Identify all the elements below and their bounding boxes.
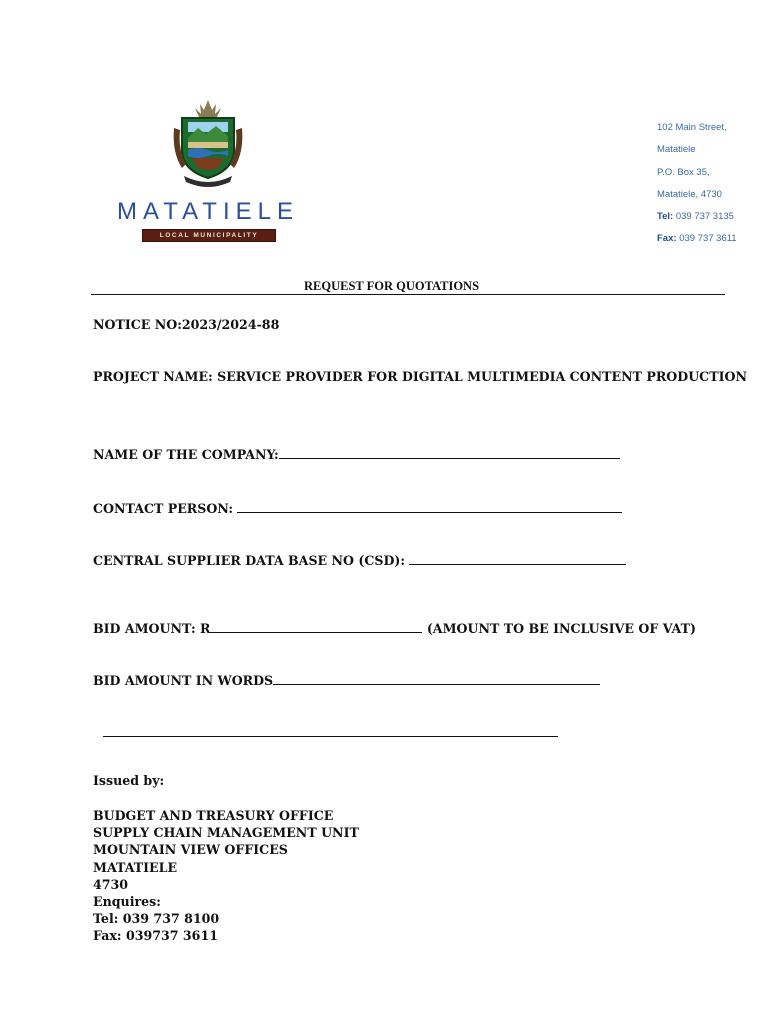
office-line: Enquires: — [93, 894, 161, 910]
bid-words-label: BID AMOUNT IN WORDS — [93, 673, 274, 688]
office-line: BUDGET AND TREASURY OFFICE — [93, 808, 334, 823]
bid-words-blank-2[interactable] — [103, 724, 558, 737]
fax-number: 039 737 3611 — [679, 233, 737, 245]
municipality-logo — [108, 98, 308, 248]
brand-name: MATATIELE — [116, 198, 299, 225]
fax-label: Fax: — [657, 233, 677, 245]
contact-person-blank[interactable] — [237, 500, 622, 513]
bid-amount-note: (AMOUNT TO BE INCLUSIVE OF VAT) — [426, 621, 696, 636]
brand-subtitle: LOCAL MUNICIPALITY — [142, 229, 276, 242]
office-line: MOUNTAIN VIEW OFFICES — [93, 842, 288, 858]
address-fax — [657, 233, 767, 255]
address-block — [657, 122, 767, 256]
bid-amount-label: BID AMOUNT: R — [93, 621, 211, 636]
office-line: MATATIELE — [93, 859, 178, 875]
address-po-box: P.O. Box 35, — [657, 166, 710, 178]
bid-amount-blank[interactable] — [210, 620, 422, 633]
company-name-label: NAME OF THE COMPANY: — [93, 447, 279, 462]
csd-label: CENTRAL SUPPLIER DATA BASE NO (CSD): — [93, 553, 406, 568]
bid-words-field[interactable] — [93, 672, 600, 688]
csd-field[interactable] — [93, 552, 626, 568]
tel-number: 039 737 3135 — [675, 211, 734, 223]
bid-words-continuation[interactable] — [103, 724, 558, 740]
bid-words-blank[interactable] — [273, 672, 600, 685]
address-town-code: Matatiele, 4730 — [657, 188, 722, 200]
document-title: REQUEST FOR QUOTATIONS — [304, 279, 480, 293]
office-line: SUPPLY CHAIN MANAGEMENT UNIT — [93, 825, 359, 841]
address-street: 102 Main Street, — [657, 122, 727, 133]
project-name: PROJECT NAME: SERVICE PROVIDER FOR DIGITAL MULTIMEDIA CONTENT PRODUCTION — [93, 369, 747, 384]
issued-by-label: Issued by: — [93, 773, 165, 788]
coat-of-arms-icon — [170, 98, 246, 188]
company-name-blank[interactable] — [279, 446, 620, 459]
bid-amount-field[interactable] — [93, 620, 696, 636]
company-name-field[interactable] — [93, 446, 620, 462]
tel-label: Tel: — [657, 211, 674, 223]
csd-blank[interactable] — [409, 552, 626, 565]
office-line: Fax: 039737 3611 — [93, 928, 218, 944]
issuing-office — [93, 807, 359, 945]
contact-person-label: CONTACT PERSON: — [93, 501, 234, 516]
office-line: 4730 — [93, 876, 129, 892]
contact-person-field[interactable] — [93, 500, 622, 516]
address-town: Matatiele — [657, 144, 696, 156]
address-tel — [657, 211, 767, 233]
notice-number: NOTICE NO:2023/2024-88 — [93, 317, 280, 332]
title-divider — [91, 294, 725, 295]
office-line: Tel: 039 737 8100 — [93, 911, 220, 927]
